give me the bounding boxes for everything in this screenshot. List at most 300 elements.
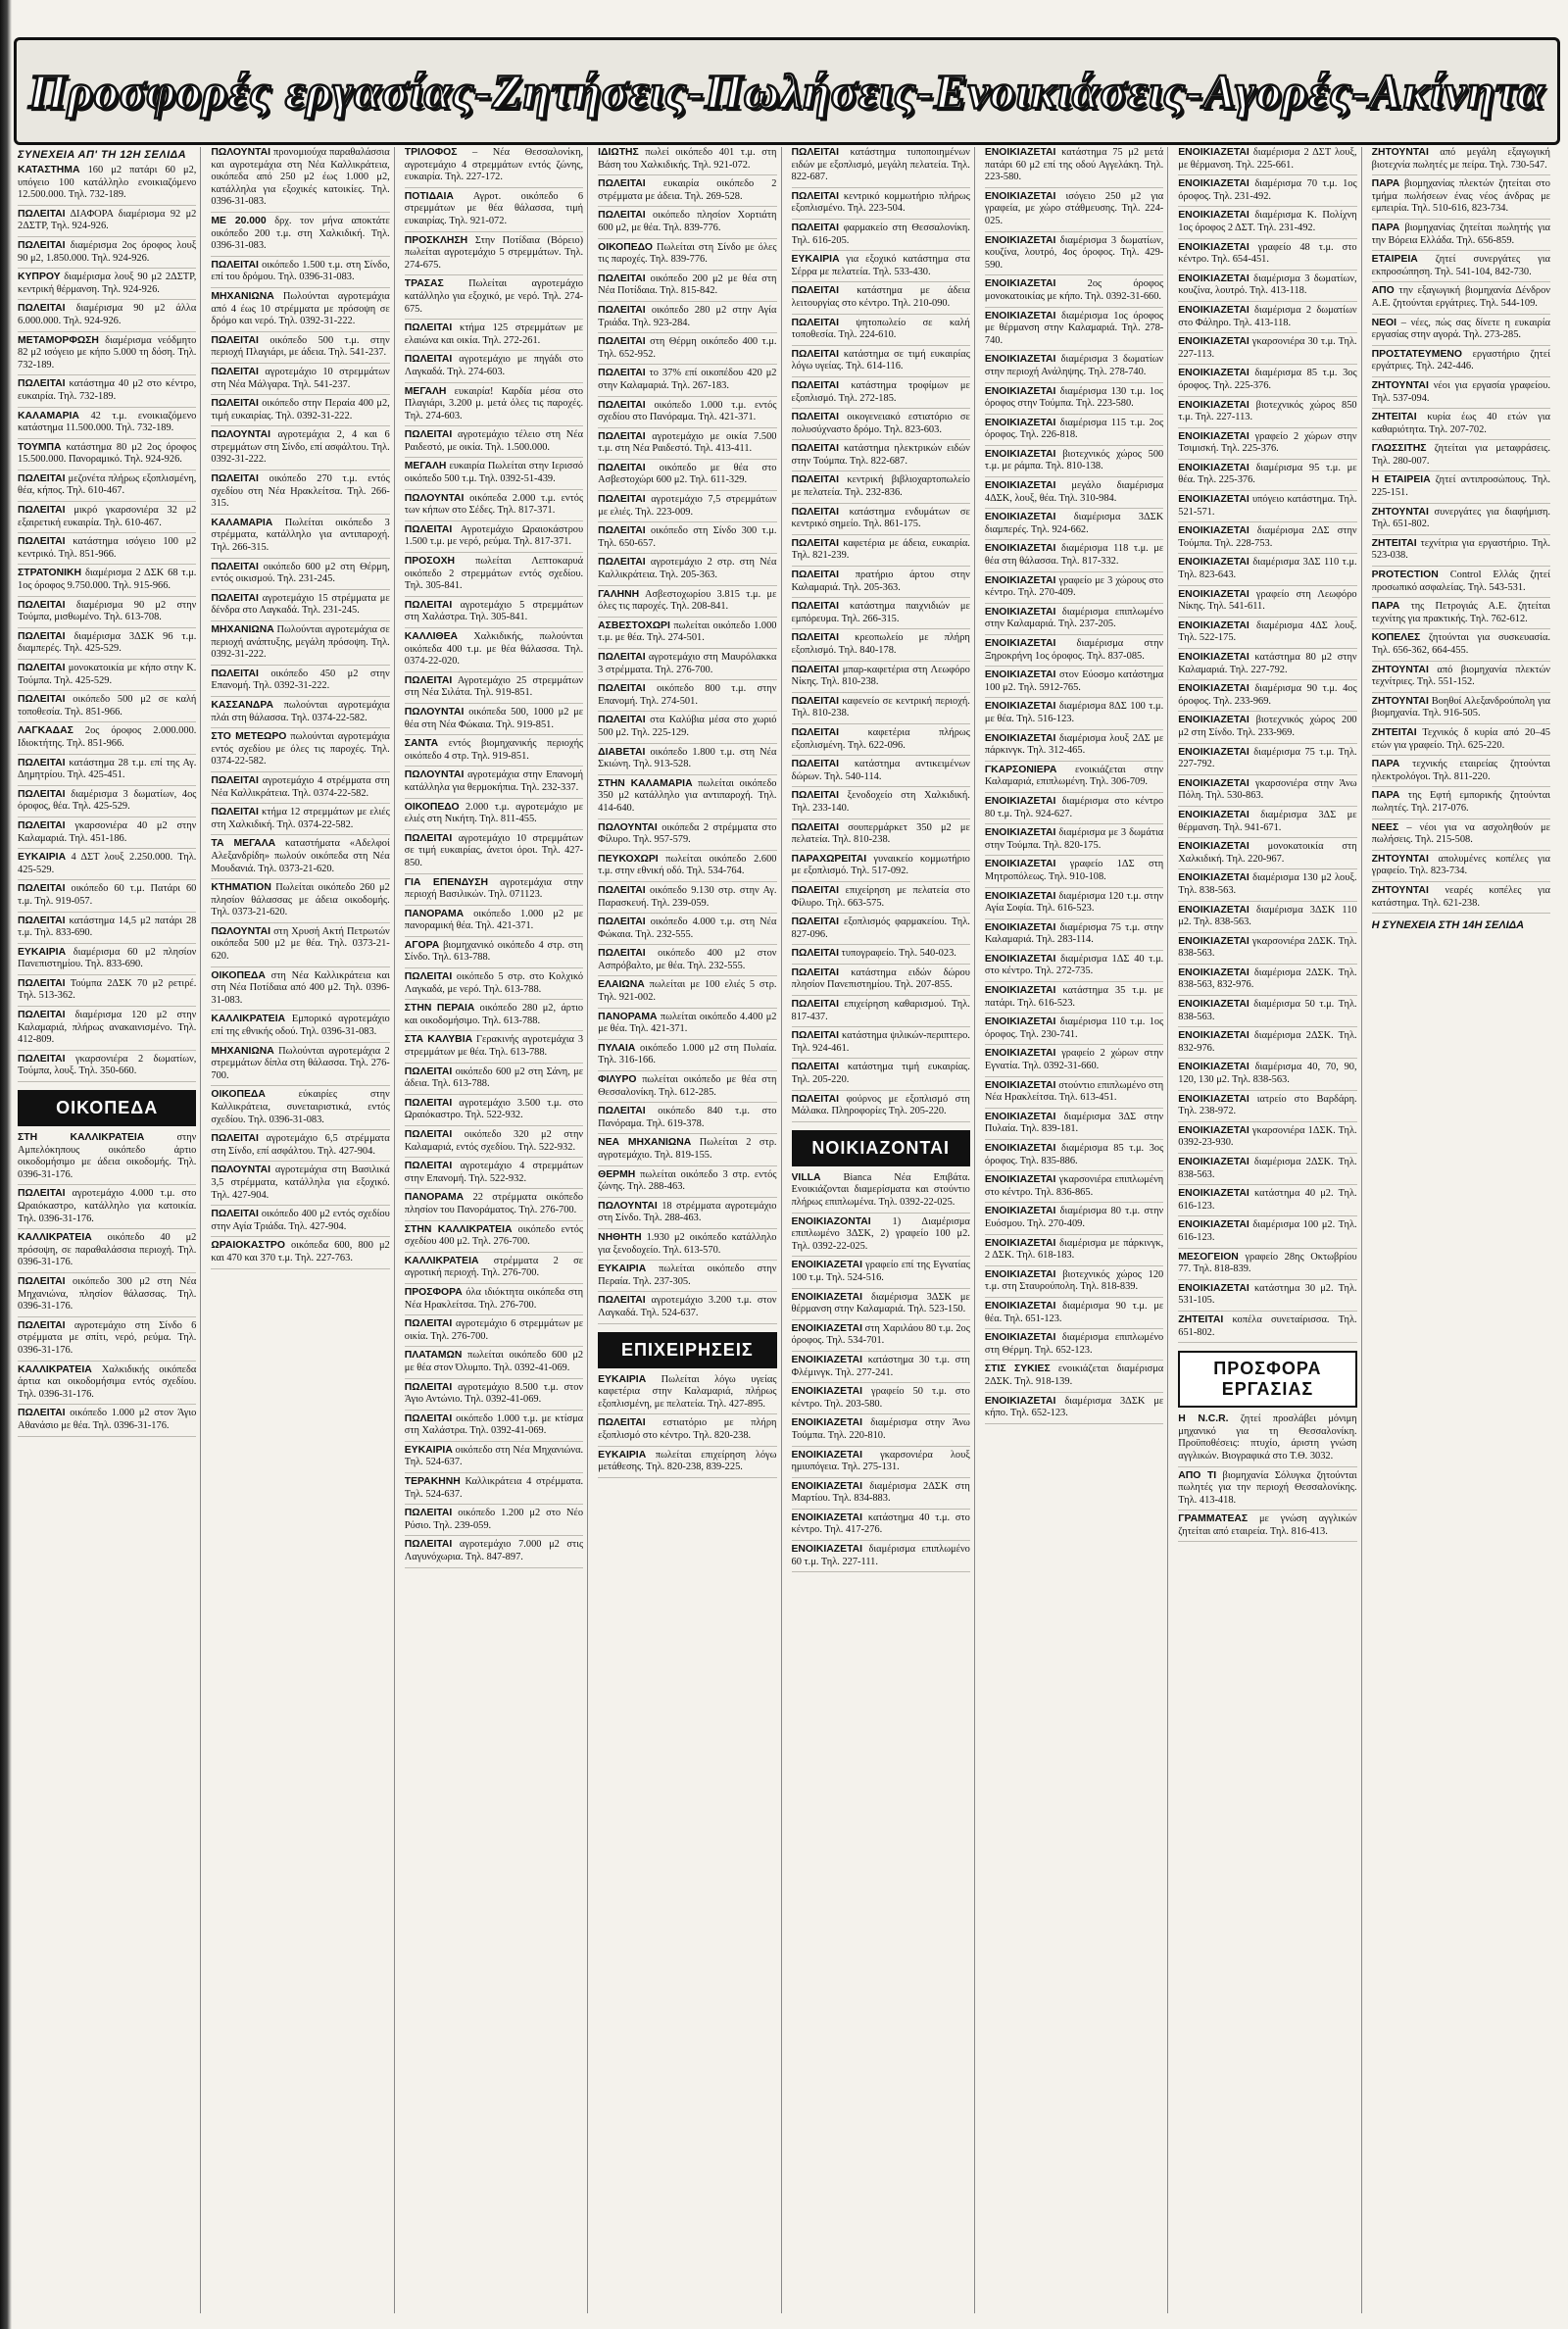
ad-text: διαμέρισμα 2ΔΣΚ. Τηλ. 838-563, 832-976. bbox=[1178, 966, 1357, 991]
ad-text: οικόπεδα 600, 800 μ2 και 470 και 370 τ.μ. Τηλ. 227-763. bbox=[211, 1240, 390, 1264]
ad-text: διαμέρισμα με 3 δωμάτια στην Τούμπα. Τηλ. 820-175. bbox=[984, 827, 1164, 851]
ad-text: αγροτεμάχια στην περιοχή Βασιλικών. Τηλ. 071123. bbox=[404, 876, 584, 901]
classified-ad bbox=[1372, 507, 1550, 535]
classified-ad bbox=[792, 1172, 970, 1214]
classified-ad bbox=[405, 386, 583, 427]
classified-ad bbox=[792, 1323, 970, 1352]
ad-lead-word: ΓΑΛΗΝΗ bbox=[598, 588, 640, 600]
ad-text: διαμέρισμα 2ΔΣΚ. Τηλ. 838-563. bbox=[1178, 1157, 1357, 1180]
classified-ad bbox=[211, 1133, 389, 1162]
ad-lead-word: ΑΣΒΕΣΤΟΧΩΡΙ bbox=[598, 619, 670, 631]
column-4 bbox=[598, 147, 781, 2313]
classified-ad bbox=[405, 235, 583, 276]
column-2 bbox=[211, 147, 394, 2313]
ad-lead-word: ΕΝΟΙΚΙΑΖΕΤΑΙ bbox=[984, 732, 1056, 744]
ad-lead-word: ΠΩΛΕΙΤΑΙ bbox=[598, 557, 646, 569]
ad-lead-word: ΝΗΘΗΤΗ bbox=[598, 1231, 642, 1243]
ad-lead-word: ΕΝΟΙΚΙΑΖΕΤΑΙ bbox=[791, 1291, 863, 1303]
ad-lead-word: ΕΝΟΙΚΙΑΖΕΤΑΙ bbox=[1178, 1157, 1250, 1167]
ad-text: κρεοπωλείο με πλήρη εξοπλισμό. Τηλ. 840-178. bbox=[791, 632, 970, 656]
ad-lead-word: ΝΕΕΣ bbox=[1371, 821, 1399, 833]
ad-text: κυρία έως 40 ετών για καθαριότητα. Τηλ. 207-702. bbox=[1371, 412, 1550, 435]
ad-text: Εμπορικό αγροτεμάχιο επί της εθνικής οδού. Τηλ. 0396-31-083. bbox=[211, 1014, 390, 1038]
classified-ad bbox=[985, 1048, 1163, 1076]
ad-lead-word: ΜΗΧΑΝΙΩΝΑ bbox=[211, 624, 274, 635]
ad-lead-word: ΠΩΛΕΙΤΑΙ bbox=[18, 505, 66, 517]
classified-ad bbox=[1178, 178, 1356, 207]
classified-ad bbox=[1178, 1219, 1356, 1248]
classified-ad bbox=[598, 431, 776, 460]
ad-text: διαμέρισμα 3ΔΣΚ 96 τ.μ. διαμπερές. Τηλ. 425-529. bbox=[18, 630, 197, 655]
classified-ad bbox=[792, 380, 970, 409]
ad-lead-word: ΕΝΟΙΚΙΑΖΕΤΑΙ bbox=[984, 669, 1056, 681]
classified-ad bbox=[985, 1080, 1163, 1109]
ad-text: 18 στρέμματα αγροτεμάχιο στη Σίνδο. Τηλ. 288-463. bbox=[598, 1200, 777, 1224]
ad-lead-word: ΠΩΛΕΙΤΑΙ bbox=[791, 1030, 840, 1042]
classified-ad bbox=[792, 759, 970, 787]
classified-ad bbox=[792, 601, 970, 629]
ad-text: διαμέρισμα 3 δωματίων, 4ος όροφος, θέα. Τηλ. 425-529. bbox=[18, 788, 197, 813]
classified-ad bbox=[18, 1054, 196, 1082]
classified-ad bbox=[598, 854, 776, 882]
ad-text: γκαρσονιέρα επιπλωμένη στο κέντρο. Τηλ. 836-865. bbox=[984, 1174, 1164, 1198]
ad-text: ζητείται για μεταφράσεις. Τηλ. 280-007. bbox=[1371, 443, 1550, 467]
classified-ad bbox=[1372, 147, 1550, 175]
ad-text: αγροτεμάχια 2, 4 και 6 στρεμμάτων στη Σίνδο, επί ασφάλτου. Τηλ. 0392-31-222. bbox=[211, 429, 390, 466]
ad-lead-word: ΠΩΛΕΙΤΑΙ bbox=[211, 473, 259, 485]
ad-text: αγροτεμάχιο 5 στρεμμάτων στη Χαλάστρα. Τηλ. 305-841. bbox=[404, 599, 584, 623]
classified-ad bbox=[405, 1318, 583, 1347]
ad-text: τεχνικής εταιρείας ζητούνται ηλεκτρολόγοι. Τηλ. 811-220. bbox=[1371, 759, 1550, 782]
classified-ad bbox=[985, 1269, 1163, 1298]
classified-ad bbox=[598, 589, 776, 618]
ad-lead-word: ΜΕΤΑΜΟΡΦΩΣΗ bbox=[18, 334, 99, 346]
ad-text: ενοικιάζεται στην Καλαμαριά, επιπλωμένη. Τηλ. 306-709. bbox=[984, 764, 1164, 788]
ad-lead-word: ΕΝΟΙΚΙΑΖΕΤΑΙ bbox=[1178, 1062, 1250, 1073]
ad-lead-word: ΕΝΟΙΚΙΑΖΕΤΑΙ bbox=[984, 953, 1056, 965]
classified-ad bbox=[792, 507, 970, 535]
ad-text: αγροτεμάχιο 6,5 στρέμματα στη Σίνδο, επί ασφάλτου. Τηλ. 427-904. bbox=[211, 1133, 390, 1157]
classified-ad bbox=[985, 891, 1163, 919]
ad-text: το 37% επί οικοπέδου 420 μ2 στην Καλαμαριά. Τηλ. 267-183. bbox=[598, 368, 777, 391]
classified-ad bbox=[598, 1295, 776, 1323]
classified-ad bbox=[1178, 463, 1356, 491]
classified-ad bbox=[1178, 841, 1356, 869]
classified-ad bbox=[1178, 557, 1356, 585]
classified-ad bbox=[985, 701, 1163, 729]
ad-lead-word: ΠΑΡΑ bbox=[1371, 790, 1400, 802]
ad-lead-word: ΕΥΚΑΙΡΙΑ bbox=[18, 852, 67, 864]
ad-lead-word: ΠΩΛΕΙΤΑΙ bbox=[211, 668, 259, 679]
ad-text: διαμέρισμα 90 μ2 άλλα 6.000.000. Τηλ. 924-926. bbox=[18, 303, 197, 326]
classified-ad bbox=[18, 789, 196, 818]
classified-ad bbox=[792, 1355, 970, 1383]
ad-lead-word: ΕΝΟΙΚΙΑΖΕΤΑΙ bbox=[984, 1079, 1056, 1091]
classified-ad bbox=[792, 349, 970, 377]
classified-ad bbox=[405, 524, 583, 553]
ad-lead-word: ΠΩΛΕΙΤΑΙ bbox=[18, 883, 66, 895]
ad-text: στούντιο επιπλωμένο στη Νέα Ηρακλείτσα. Τηλ. 613-451. bbox=[984, 1079, 1164, 1104]
ad-text: – νέες, πώς σας δίνετε η ευκαιρία εργασίας στην αγορά. Τηλ. 273-285. bbox=[1371, 317, 1550, 341]
ad-lead-word: ΣΤΗΝ ΚΑΛΑΜΑΡΙΑ bbox=[598, 777, 693, 789]
ad-text: γραφείο με 3 χώρους στο κέντρο. Τηλ. 270-409. bbox=[984, 574, 1164, 599]
ad-text: για εξοχικό κατάστημα στα Σέρρα με πελατεία. Τηλ. 533-430. bbox=[791, 254, 970, 277]
ad-lead-word: ΠΩΛΕΙΤΑΙ bbox=[211, 774, 259, 786]
classified-ad bbox=[405, 1508, 583, 1536]
ad-text: 42 τ.μ. ενοικιαζόμενο κατάστημα 11.500.000. Τηλ. 732-189. bbox=[18, 410, 197, 434]
ad-lead-word: ΠΩΛΕΙΤΑΙ bbox=[404, 971, 453, 983]
classified-ad bbox=[211, 1240, 389, 1268]
ad-lead-word: ΠΩΛΕΙΤΑΙ bbox=[211, 592, 259, 604]
ad-text: Πωλείται λόγω υγείας καφετέρια στην Καλαμαριά, πλήρως εξοπλισμένη, με πελατεία. Τηλ. 427-895. bbox=[598, 1373, 777, 1410]
ad-lead-word: ΠΡΟΣΟΧΗ bbox=[404, 556, 456, 568]
ad-lead-word: ΠΩΛΕΙΤΑΙ bbox=[18, 303, 66, 315]
ad-text: της Εφτή εμπορικής ζητούνται πωλητές. Τηλ. 217-076. bbox=[1371, 790, 1550, 814]
classified-ad bbox=[985, 1016, 1163, 1045]
column-7 bbox=[1178, 147, 1361, 2313]
classified-ad bbox=[405, 147, 583, 188]
ad-lead-word: ΩΡΑΙΟΚΑΣΤΡΟ bbox=[211, 1240, 285, 1252]
ad-lead-word: ΕΝΟΙΚΙΑΖΕΤΑΙ bbox=[1178, 430, 1250, 442]
classified-ad bbox=[985, 1332, 1163, 1361]
ad-text: Καλλικράτεια 4 στρέμματα. Τηλ. 524-637. bbox=[404, 1476, 584, 1500]
ad-lead-word: ΠΩΛΕΙΤΑΙ bbox=[404, 1539, 453, 1551]
ad-text: επιχείρηση καθαρισμού. Τηλ. 817-437. bbox=[791, 999, 970, 1022]
ad-text: μικρό γκαρσονιέρα 32 μ2 εξαιρετική ευκαιρία. Τηλ. 610-467. bbox=[18, 505, 197, 528]
ad-text: διαμέρισμα 90 μ2 στην Τούμπα, μισθωμένο. Τηλ. 613-708. bbox=[18, 599, 197, 623]
ad-lead-word: ΕΝΟΙΚΙΑΖΕΤΑΙ bbox=[984, 1237, 1056, 1249]
ad-lead-word: ΚΑΛΛΙΚΡΑΤΕΙΑ bbox=[18, 1232, 92, 1244]
ad-lead-word: ΕΛΑΙΩΝΑ bbox=[598, 979, 645, 991]
ad-lead-word: ΠΩΛΕΙΤΑΙ bbox=[598, 336, 646, 348]
ad-lead-word: ΠΩΛΕΙΤΑΙ bbox=[598, 210, 646, 222]
classified-ad bbox=[18, 1320, 196, 1362]
ad-text: διαμέρισμα 3ΔΣ με θέρμανση. Τηλ. 941-671. bbox=[1178, 809, 1357, 833]
ad-lead-word: Η ΕΤΑΙΡΕΙΑ bbox=[1371, 474, 1431, 486]
page-title: Προσφορές εργασίας-Ζητήσεις-Πωλήσεις-Ενοικιάσεις-Αγορές-Ακίνητα bbox=[28, 64, 1545, 119]
classified-ad bbox=[211, 429, 389, 471]
ad-lead-word: ΕΝΟΙΚΙΑΖΕΤΑΙ bbox=[984, 512, 1056, 523]
ad-lead-word: ΓΚΑΡΣΟΝΙΕΡΑ bbox=[984, 764, 1057, 775]
classified-ad bbox=[211, 624, 389, 666]
ad-text: διαμέρισμα 3ΔΣΚ με θέρμανση στην Καλαμαριά. Τηλ. 523-150. bbox=[791, 1291, 970, 1315]
ad-lead-word: ΠΩΛΕΙΤΑΙ bbox=[791, 948, 840, 960]
ad-text: ευκαιρία Πωλείται στην Ιερισσό οικόπεδο 500 τ.μ. Τηλ. 0392-51-439. bbox=[404, 461, 584, 485]
ad-text: βιομηχανικό οικόπεδο 4 στρ. στη Σίνδο. Τηλ. 613-788. bbox=[404, 939, 584, 964]
ad-text: οικόπεδο 1.200 μ2 στο Νέο Ρύσιο. Τηλ. 239-059. bbox=[404, 1508, 584, 1531]
classified-ad bbox=[985, 859, 1163, 887]
ad-text: καφετέρια πλήρως εξοπλισμένη. Τηλ. 622-096. bbox=[791, 726, 970, 751]
ad-lead-word: ΕΝΟΙΚΙΑΖΕΤΑΙ bbox=[1178, 557, 1250, 569]
ad-lead-word: ΠΩΛΕΙΤΑΙ bbox=[211, 1133, 259, 1145]
ad-text: Τούμπα 2ΔΣΚ 70 μ2 ρετιρέ. Τηλ. 513-362. bbox=[18, 977, 197, 1002]
classified-ad bbox=[405, 429, 583, 458]
column-5 bbox=[792, 147, 975, 2313]
ad-text: κατάστημα 35 τ.μ. με πατάρι. Τηλ. 616-523. bbox=[984, 985, 1164, 1009]
classified-ad bbox=[598, 1417, 776, 1446]
ad-lead-word: ΕΝΟΙΚΙΑΖΕΤΑΙ bbox=[791, 1417, 863, 1429]
ad-text: διαμέρισμα 120 μ2 στην Καλαμαριά, πλήρως ανακαινισμένο. Τηλ. 412-809. bbox=[18, 1010, 197, 1046]
ad-lead-word: ΠΩΛΕΙΤΑΙ bbox=[18, 536, 66, 548]
classified-ad bbox=[18, 947, 196, 975]
ad-lead-word: ΠΩΛΕΙΤΑΙ bbox=[18, 1275, 66, 1287]
ad-text: στη Χρυσή Ακτή Πετρωτών οικόπεδα 500 μ2 με θέα. Τηλ. 0373-21-620. bbox=[211, 925, 390, 963]
ad-lead-word: ΠΩΛΕΙΤΑΙ bbox=[404, 1129, 453, 1140]
ad-text: μπαρ-καφετέρια στη Λεωφόρο Νίκης. Τηλ. 810-238. bbox=[791, 664, 970, 688]
classified-ad bbox=[1178, 368, 1356, 396]
classified-ad bbox=[792, 1481, 970, 1510]
ad-text: οικόπεδο 1.000 μ2 στη Πυλαία. Τηλ. 316-166. bbox=[598, 1042, 777, 1066]
column-8 bbox=[1372, 147, 1554, 2313]
ad-lead-word: ΠΩΛΟΥΝΤΑΙ bbox=[404, 706, 465, 718]
ad-text: πωλεί οικόπεδο 401 τ.μ. στη Βάση του Χαλκιδικής. Τηλ. 921-072. bbox=[598, 147, 777, 171]
classified-ad bbox=[1372, 790, 1550, 818]
classified-ad bbox=[985, 1396, 1163, 1424]
classified-ad bbox=[598, 1374, 776, 1415]
ad-text: κατάστημα 28 τ.μ. επί της Αγ. Δημητρίου. Τηλ. 425-451. bbox=[18, 757, 197, 781]
ad-text: διαμέρισμα 2 ΔΣΤ λουξ, με θέρμανση. Τηλ. 225-661. bbox=[1178, 147, 1357, 171]
ad-text: διαμέρισμα 130 τ.μ. 1ος όροφος στην Τούμπα. Τηλ. 223-580. bbox=[984, 385, 1164, 410]
ad-text: οικόπεδο 1.000 μ2 με πανοραμική θέα. Τηλ. 421-371. bbox=[404, 908, 584, 932]
ad-text: διαμέρισμα 3ΔΣΚ με κήπο. Τηλ. 652-123. bbox=[984, 1395, 1164, 1419]
ad-text: διαμέρισμα 115 τ.μ. 2ος όροφος. Τηλ. 226-818. bbox=[984, 417, 1164, 441]
ad-lead-word: ΠΩΛΕΙΤΑΙ bbox=[598, 368, 646, 379]
ad-lead-word: ΕΝΟΙΚΙΑΖΕΤΑΙ bbox=[984, 1206, 1056, 1217]
ad-lead-word: ΠΩΛΟΥΝΤΑΙ bbox=[211, 1164, 271, 1176]
ad-lead-word: ΕΝΟΙΚΙΑΖΕΤΑΙ bbox=[984, 985, 1056, 997]
ad-lead-word: ΕΥΚΑΙΡΙΑ bbox=[791, 254, 840, 266]
ad-text: – Νέα Θεσσαλονίκη, αγροτεμάχιο 4 στρεμμάτων εντός ζώνης, ευκαιρία. Τηλ. 227-172. bbox=[404, 147, 584, 183]
classified-ad bbox=[405, 1129, 583, 1158]
ad-text: Πωλείται οικόπεδο 260 μ2 πλησίον θάλασσας με άδεια οικοδομής. Τηλ. 0373-21-620. bbox=[211, 882, 390, 918]
classified-ad bbox=[211, 700, 389, 728]
classified-ad bbox=[792, 191, 970, 220]
ad-text: κατάστημα τιμή ευκαιρίας. Τηλ. 205-220. bbox=[791, 1062, 970, 1086]
classified-ad bbox=[792, 254, 970, 282]
classified-ad bbox=[598, 1201, 776, 1229]
ad-text: διαμέρισμα λουξ 2ΔΣ με πάρκινγκ. Τηλ. 312-465. bbox=[984, 732, 1164, 757]
ad-lead-word: ΖΗΤΕΙΤΑΙ bbox=[1371, 726, 1417, 738]
ad-lead-word: ΕΝΟΙΚΙΑΖΕΤΑΙ bbox=[1178, 683, 1250, 695]
ad-lead-word: ΠΡΟΣΦΟΡΑ bbox=[404, 1286, 463, 1298]
ad-text: νέοι για εργασία γραφείου. Τηλ. 537-094. bbox=[1371, 379, 1550, 404]
ad-lead-word: ΜΕΓΑΛΗ bbox=[404, 385, 447, 397]
ad-lead-word: ΠΑΝΟΡΑΜΑ bbox=[404, 1192, 465, 1204]
classified-ad bbox=[211, 807, 389, 835]
classified-ad bbox=[405, 354, 583, 382]
ad-text: αγροτεμάχιο 3.200 τ.μ. στον Λαγκαδά. Τηλ. 524-637. bbox=[598, 1295, 777, 1318]
ad-lead-word: ΕΥΚΑΙΡΙΑ bbox=[598, 1264, 647, 1275]
ad-text: διαμέρισμα 2ος όροφος λουξ 90 μ2, 1.850.000. Τηλ. 924-926. bbox=[18, 239, 197, 264]
ad-lead-word: ΖΗΤΕΙΤΑΙ bbox=[1371, 412, 1417, 423]
ad-text: οικόπεδο 1.500 τ.μ. στη Σίνδο, επί του δρόμου. Τηλ. 0396-31-083. bbox=[211, 259, 390, 283]
classified-ad bbox=[405, 1003, 583, 1031]
classified-ad bbox=[598, 715, 776, 743]
classified-ad bbox=[18, 1188, 196, 1229]
ad-lead-word: ΠΩΛΕΙΤΑΙ bbox=[598, 1295, 646, 1307]
ad-text: αγροτεμάχια στη Βασιλικά 3,5 στρέμματα, κατάλληλα για εξοχικό. Τηλ. 427-904. bbox=[211, 1164, 390, 1201]
ad-text: Αγροτεμάχιο Ωραιοκάστρου 1.500 τ.μ. με νερό, ρεύμα. Τηλ. 817-371. bbox=[404, 523, 584, 548]
classified-ad bbox=[1178, 1030, 1356, 1059]
ad-text: πωλείται οικόπεδο 4.400 μ2 με θέα. Τηλ. 421-371. bbox=[598, 1011, 777, 1035]
ad-lead-word: ΠΩΛΕΙΤΑΙ bbox=[791, 379, 840, 391]
classified-ad bbox=[792, 1386, 970, 1414]
ad-lead-word: ΕΝΟΙΚΙΑΖΕΤΑΙ bbox=[791, 1449, 863, 1461]
ad-lead-word: ΠΩΛΕΙΤΑΙ bbox=[18, 599, 66, 611]
ad-lead-word: ΠΩΛΟΥΝΤΑΙ bbox=[598, 1200, 658, 1212]
ad-lead-word: ΓΡΑΜΜΑΤΕΑΣ bbox=[1178, 1513, 1249, 1525]
ad-lead-word: ΕΝΟΙΚΙΑΖΕΤΑΙ bbox=[1178, 588, 1250, 600]
classified-ad bbox=[18, 1232, 196, 1273]
ad-lead-word: ΕΝΟΙΚΙΑΖΕΤΑΙ bbox=[984, 890, 1056, 902]
ad-lead-word: ΠΩΛΕΙΤΑΙ bbox=[598, 652, 646, 663]
ad-text: βιοτεχνικός χώρος 500 τ.μ. με ράμπα. Τηλ. 810-138. bbox=[984, 448, 1164, 472]
classified-ad bbox=[18, 473, 196, 502]
classified-ad bbox=[792, 474, 970, 503]
classified-ad bbox=[211, 882, 389, 923]
ad-text: τεχνίτρια για εργαστήριο. Τηλ. 523-038. bbox=[1371, 537, 1550, 562]
section-heading: ΝΟΙΚΙΑΖΟΝΤΑΙ bbox=[792, 1130, 970, 1166]
classified-ad bbox=[985, 147, 1163, 188]
ad-lead-word: ΕΥΚΑΙΡΙΑ bbox=[18, 946, 67, 958]
ad-lead-word: ΕΝΟΙΚΙΑΖΕΤΑΙ bbox=[984, 1111, 1056, 1122]
ad-lead-word: ΕΝΟΙΚΙΑΖΕΤΑΙ bbox=[1178, 1219, 1250, 1231]
ad-text: οικόπεδο 40 μ2 πρόσοψη, σε παραθαλάσσια περιοχή. Τηλ. 0396-31-176. bbox=[18, 1232, 197, 1268]
ad-lead-word: ΠΩΛΕΙΤΑΙ bbox=[791, 790, 840, 802]
ad-lead-word: ΕΝΟΙΚΙΑΖΕΤΑΙ bbox=[791, 1354, 863, 1365]
ad-lead-word: ΠΩΛΕΙΤΑΙ bbox=[791, 222, 840, 233]
ad-text: διαμέρισμα 118 τ.μ. με θέα στη θάλασσα. Τηλ. 817-332. bbox=[984, 543, 1164, 568]
classified-ad bbox=[18, 663, 196, 691]
ad-text: ευκαιρία! Καρδία μέσα στο Πλαγιάρι, 3.200 μ. μετά όλες τις παροχές. Τηλ. 274-603. bbox=[404, 385, 584, 421]
ad-text: ισόγειο 250 μ2 για γραφεία, με χώρο στάθμευσης. Τηλ. 224-025. bbox=[984, 190, 1164, 226]
continuation-note: ΣΥΝΕΧΕΙΑ ΑΠ' ΤΗ 12Η ΣΕΛΙΔΑ bbox=[18, 149, 187, 161]
ad-text: στον Εύοσμο κατάστημα 100 μ2. Τηλ. 5912-765. bbox=[984, 669, 1164, 693]
ad-text: διαμέρισμα επιπλωμένο στη Θέρμη. Τηλ. 652-123. bbox=[984, 1332, 1164, 1356]
ad-lead-word: ΠΩΛΕΙΤΑΙ bbox=[791, 632, 840, 644]
ad-lead-word: ΠΩΛΕΙΤΑΙ bbox=[404, 832, 453, 844]
ad-text: πωλείται επιχείρηση λόγω μετάθεσης. Τηλ. 820-238, 839-225. bbox=[598, 1449, 777, 1473]
classified-ad bbox=[1372, 822, 1550, 851]
classified-ad bbox=[211, 669, 389, 697]
classified-ad bbox=[792, 285, 970, 314]
ad-lead-word: ΠΩΛΕΙΤΑΙ bbox=[791, 759, 840, 770]
ad-text: αγροτεμάχιο 6 στρεμμάτων με οικία. Τηλ. 276-700. bbox=[404, 1318, 584, 1342]
classified-ad bbox=[598, 336, 776, 365]
ad-lead-word: ΕΝΟΙΚΙΑΖΕΤΑΙ bbox=[984, 1016, 1056, 1028]
ad-text: διαμέρισμα 3 δωματίων, κουζίνα, λουτρό, 4ος όροφος. Τηλ. 429-590. bbox=[984, 234, 1164, 271]
ad-text: αγροτεμάχιο 7,5 στρεμμάτων με ελιές. Τηλ. 223-009. bbox=[598, 494, 777, 518]
classified-ad bbox=[405, 940, 583, 968]
ad-text: αγροτεμάχια στην Επανομή κατάλληλα για θερμοκήπια. Τηλ. 232-337. bbox=[404, 769, 584, 793]
classified-ad bbox=[1178, 336, 1356, 365]
ad-lead-word: ΖΗΤΟΥΝΤΑΙ bbox=[1371, 884, 1429, 896]
classifieds-banner bbox=[14, 37, 1560, 145]
classified-ad bbox=[792, 822, 970, 851]
ad-text: ζητεί συνεργάτες για εκπροσώπηση. Τηλ. 541-104, 842-730. bbox=[1371, 254, 1550, 277]
classified-ad bbox=[211, 335, 389, 364]
classified-ad bbox=[792, 727, 970, 756]
ad-lead-word: ΕΝΟΙΚΙΑΖΕΤΑΙ bbox=[984, 606, 1056, 618]
ad-text: Πωλείται στη Σίνδο με όλες τις παροχές. Τηλ. 839-776. bbox=[598, 241, 777, 266]
ad-lead-word: ΠΩΛΕΙΤΑΙ bbox=[18, 977, 66, 989]
ad-text: Χαλκιδικής οικόπεδα άρτια και οικοδομήσιμα εντός σχεδίου. Τηλ. 0396-31-176. bbox=[18, 1363, 197, 1400]
ad-text: γραφείο 50 τ.μ. στο κέντρο. Τηλ. 203-580. bbox=[791, 1386, 970, 1410]
classified-ad bbox=[985, 278, 1163, 307]
classified-ad bbox=[1178, 1413, 1356, 1466]
ad-text: οικόπεδα 2 στρέμματα στο Φίλυρο. Τηλ. 957-579. bbox=[598, 821, 777, 846]
classified-ad bbox=[598, 747, 776, 775]
classified-ad bbox=[211, 398, 389, 426]
classified-ad bbox=[985, 386, 1163, 415]
classified-ad bbox=[211, 260, 389, 288]
ad-text: διαμέρισμα 90 τ.μ. με θέα. Τηλ. 651-123. bbox=[984, 1300, 1164, 1324]
classified-ad bbox=[405, 833, 583, 874]
section-heading: ΕΠΙΧΕΙΡΗΣΕΙΣ bbox=[598, 1332, 776, 1368]
ad-lead-word: Η N.C.R. bbox=[1178, 1413, 1229, 1425]
classified-ad bbox=[1178, 778, 1356, 807]
ad-lead-word: ΠΩΛΕΙΤΑΙ bbox=[598, 399, 646, 411]
ad-text: αγροτεμάχιο 2 στρ. στη Νέα Καλλικράτεια. Τηλ. 205-363. bbox=[598, 557, 777, 581]
ad-lead-word: ΣΤΡΑΤΟΝΙΚΗ bbox=[18, 568, 82, 579]
ad-lead-word: ΔΙΑΒΕΤΑΙ bbox=[598, 746, 646, 758]
classified-ad bbox=[985, 311, 1163, 352]
classified-ad bbox=[985, 733, 1163, 762]
ad-lead-word: ΜΗΧΑΝΙΩΝΑ bbox=[211, 290, 274, 302]
ad-lead-word: ΠΡΟΣΤΑΤΕΥΜΕΝΟ bbox=[1371, 348, 1462, 360]
classified-ad bbox=[985, 954, 1163, 982]
ad-lead-word: ΠΩΛΕΙΤΑΙ bbox=[211, 561, 259, 572]
ad-text: διαμέρισμα στο κέντρο 80 τ.μ. Τηλ. 924-627. bbox=[984, 795, 1164, 819]
ad-lead-word: ΠΑΡΑ bbox=[1371, 601, 1400, 613]
ad-text: 160 μ2 πατάρι 60 μ2, υπόγειο 100 κατάλληλο ενοικιαζόμενο 12.500.000. Τηλ. 732-189. bbox=[18, 165, 197, 201]
ad-lead-word: ΕΝΟΙΚΙΑΖΕΤΑΙ bbox=[984, 1174, 1056, 1186]
classified-ad bbox=[405, 1539, 583, 1567]
ad-lead-word: ΤΑ ΜΕΓΑΛΑ bbox=[211, 838, 276, 850]
classified-ad bbox=[792, 790, 970, 818]
classified-ad bbox=[1178, 210, 1356, 238]
ad-lead-word: ΠΩΛΕΙΤΑΙ bbox=[18, 1408, 66, 1419]
ad-text: ΔΙΑΦΟΡΑ διαμέρισμα 92 μ2 2ΔΣΤΡ, Τηλ. 924-926. bbox=[18, 208, 197, 232]
ad-lead-word: ΕΝΟΙΚΙΑΖΕΤΑΙ bbox=[1178, 210, 1250, 222]
ad-text: 4 ΔΣΤ λουξ 2.250.000. Τηλ. 425-529. bbox=[18, 852, 197, 875]
classified-ad bbox=[211, 1014, 389, 1042]
classified-ad bbox=[792, 885, 970, 914]
classified-ad bbox=[598, 494, 776, 522]
classified-ad bbox=[405, 769, 583, 798]
classified-ad bbox=[985, 543, 1163, 571]
ad-lead-word: ΠΑΡΑ bbox=[1371, 178, 1400, 190]
classified-ad bbox=[1178, 1157, 1356, 1185]
ad-text: κατάστημα ενδυμάτων σε κεντρικό σημείο. Τηλ. 861-175. bbox=[791, 506, 970, 530]
classified-ad bbox=[598, 463, 776, 491]
ad-lead-word: PROTECTION bbox=[1371, 570, 1439, 581]
ad-lead-word: ΠΩΛΕΙΤΑΙ bbox=[791, 917, 840, 928]
ad-lead-word: ΠΩΛΕΙΤΑΙ bbox=[18, 1010, 66, 1021]
ad-lead-word: ΕΝΟΙΚΙΑΖΕΤΑΙ bbox=[1178, 399, 1250, 411]
classified-ad bbox=[792, 538, 970, 567]
classified-ad bbox=[985, 827, 1163, 856]
ad-lead-word: ΠΩΛΕΙΤΑΙ bbox=[791, 999, 840, 1011]
ad-text: διαμέρισμα νεόδμητο 82 μ2 ισόγειο με κήπο 5.000 τη δόση. Τηλ. 732-189. bbox=[18, 334, 197, 371]
ad-lead-word: ΤΟΥΜΠΑ bbox=[18, 441, 62, 453]
ad-lead-word: ΕΝΟΙΚΙΑΖΕΤΑΙ bbox=[984, 921, 1056, 933]
classified-ad bbox=[598, 1264, 776, 1292]
ad-text: στρέμματα 2 σε αγροτική περιοχή. Τηλ. 276-700. bbox=[404, 1255, 584, 1279]
ad-text: κατάστημα ψιλικών-περιπτερο. Τηλ. 924-461. bbox=[791, 1030, 970, 1054]
ad-text: την εξαγωγική βιομηχανία Δένδρον Α.Ε. ζητούνται εργάτριες. Τηλ. 544-109. bbox=[1371, 285, 1550, 309]
ad-text: γκαρσονιέρα 40 μ2 στην Καλαμαριά. Τηλ. 451-186. bbox=[18, 819, 197, 844]
